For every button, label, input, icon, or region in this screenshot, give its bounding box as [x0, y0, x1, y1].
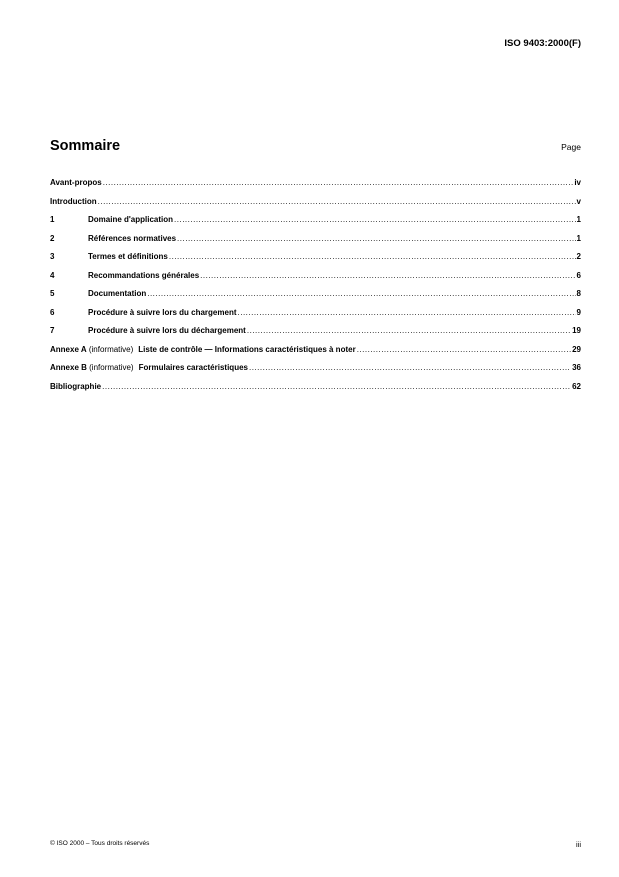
toc-entry[interactable] — [50, 234, 581, 253]
toc-entry[interactable] — [50, 271, 581, 290]
toc-leader-dots — [247, 326, 571, 335]
toc-entry[interactable] — [50, 382, 581, 401]
page-column-label: Page — [561, 142, 581, 152]
toc-entry-page: 29 — [572, 344, 581, 354]
toc-entry-label: Avant-propos — [50, 178, 102, 187]
toc-entry-page: 2 — [576, 252, 581, 261]
document-id: ISO 9403:2000(F) — [504, 38, 581, 49]
toc-entry-label: Références normatives — [88, 233, 177, 243]
toc-entry-label: Termes et définitions — [88, 252, 168, 261]
toc-entry-label: Formulaires caractéristiques — [138, 363, 248, 372]
toc-entry-number: 7 — [50, 326, 55, 335]
toc-entry[interactable] — [50, 326, 581, 345]
toc-heading — [50, 138, 581, 154]
toc-entry[interactable] — [50, 197, 581, 216]
toc-entry[interactable] — [50, 289, 581, 308]
toc-entry-label: Procédure à suivre lors du chargement — [88, 307, 237, 317]
toc-leader-dots — [177, 234, 576, 243]
toc-entry-page: 9 — [576, 307, 581, 317]
toc-entry-number: 1 — [50, 215, 55, 224]
toc-entry-label: Recommandations générales — [88, 270, 200, 280]
toc-leader-dots — [98, 197, 576, 206]
toc-entry-number: 3 — [50, 252, 55, 261]
toc-entry-page: 62 — [572, 381, 581, 391]
toc-entry-label: Introduction — [50, 196, 97, 206]
page-title: Sommaire — [50, 138, 121, 154]
toc-entry[interactable] — [50, 252, 581, 271]
toc-leader-dots — [238, 308, 576, 317]
toc-entry[interactable] — [50, 363, 581, 382]
toc-leader-dots — [174, 215, 576, 224]
toc-entry-page: 36 — [572, 363, 581, 372]
toc-entry-page: 8 — [576, 289, 581, 298]
toc-entry-page: 1 — [576, 233, 581, 243]
toc-entry-page: 6 — [576, 270, 581, 280]
toc-entry-page: 19 — [572, 326, 581, 335]
toc-leader-dots — [103, 178, 574, 187]
toc-entry-label: Procédure à suivre lors du déchargement — [88, 326, 246, 335]
toc-leader-dots — [102, 382, 571, 391]
table-of-contents — [50, 178, 581, 400]
toc-leader-dots — [357, 345, 571, 354]
toc-entry-label: Bibliographie — [50, 381, 102, 391]
toc-entry-annex: Annexe B (informative) — [50, 363, 134, 372]
toc-leader-dots — [169, 252, 576, 261]
toc-entry-number: 2 — [50, 233, 55, 243]
page-footer — [50, 840, 581, 849]
page-number: iii — [576, 840, 581, 849]
toc-entry[interactable] — [50, 345, 581, 364]
toc-leader-dots — [147, 289, 575, 298]
toc-entry-number: 4 — [50, 270, 55, 280]
toc-entry[interactable] — [50, 215, 581, 234]
toc-leader-dots — [200, 271, 575, 280]
toc-entry-label: Documentation — [88, 289, 147, 298]
toc-entry-number: 5 — [50, 289, 55, 298]
toc-entry-annex: Annexe A (informative) — [50, 344, 134, 354]
toc-entry[interactable] — [50, 308, 581, 327]
toc-entry-label: Liste de contrôle — Informations caractéristiques à noter — [138, 344, 356, 354]
toc-entry-label: Domaine d'application — [88, 215, 174, 224]
toc-entry-page: iv — [574, 178, 581, 187]
toc-leader-dots — [249, 363, 571, 372]
toc-entry-number: 6 — [50, 307, 55, 317]
copyright-notice: © ISO 2000 – Tous droits réservés — [50, 840, 150, 847]
toc-entry-page: v — [576, 196, 581, 206]
toc-entry[interactable] — [50, 178, 581, 197]
toc-entry-page: 1 — [576, 215, 581, 224]
